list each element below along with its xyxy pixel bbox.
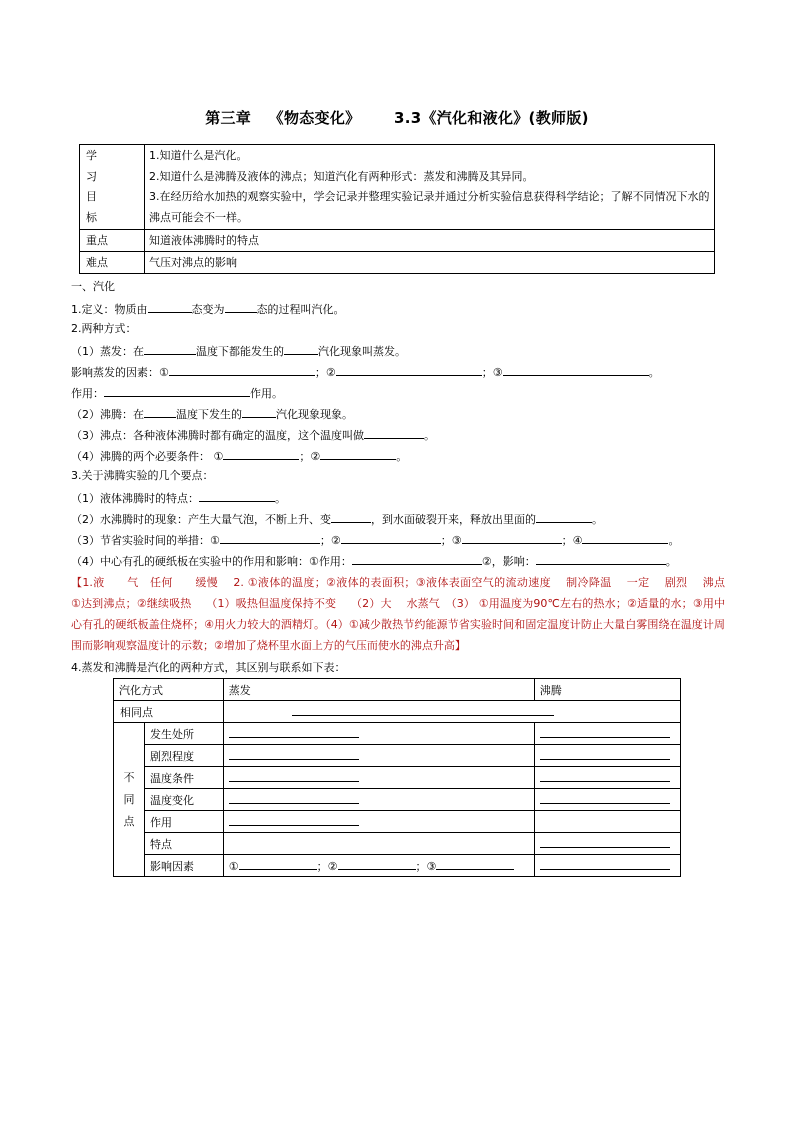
- answer-cell: [534, 767, 680, 789]
- blank: [540, 858, 670, 870]
- question-line: 3.关于沸腾实验的几个要点：: [71, 469, 214, 482]
- objective-item: 1.知道什么是汽化。: [149, 149, 248, 162]
- answer-cell: [223, 723, 534, 745]
- blank: [336, 363, 482, 376]
- question-line: （3）沸点：各种液体沸腾时都有确定的温度，这个温度叫做 。: [71, 426, 435, 444]
- diff-label: 不 同 点: [114, 723, 145, 877]
- blank: [229, 814, 359, 826]
- question-line: 影响蒸发的因素：① ；② ；③ 。: [71, 363, 660, 381]
- blank: [320, 447, 396, 460]
- difficult-point-text: 气压对沸点的影响: [145, 252, 715, 274]
- blank: [436, 858, 514, 870]
- learning-goals-table: [79, 144, 715, 274]
- blank: [582, 531, 668, 544]
- answer-cell: [534, 789, 680, 811]
- blank: [199, 489, 275, 502]
- blank: [229, 770, 359, 782]
- row-label: 影响因素: [145, 855, 224, 877]
- question-line: 2.两种方式：: [71, 322, 137, 335]
- chapter-name: 《物态变化》: [268, 109, 361, 127]
- section-name: 3.3《汽化和液化》(教师版): [393, 109, 589, 127]
- table-header-row: [114, 679, 681, 701]
- table-row: [114, 701, 681, 723]
- question-line: （4）中心有孔的硬纸板在实验中的作用和影响：①作用： ②，影响： 。: [71, 552, 677, 570]
- blank: [338, 858, 416, 870]
- blank: [536, 510, 592, 523]
- difficult-point-label: 难点: [80, 252, 145, 274]
- answer-cell: [223, 767, 534, 789]
- blank: [536, 552, 666, 565]
- objective-item: 3.在经历给水加热的观察实验中，学会记录并整理实验记录并通过分析实验信息获得科学结论；了解不同情况下水的沸点可能会不一样。: [149, 190, 710, 224]
- blank: [220, 531, 320, 544]
- table-row: [114, 767, 681, 789]
- answer-cell: ① ；② ；③: [223, 855, 534, 877]
- header-cell: 汽化方式: [114, 679, 224, 701]
- row-label: 特点: [145, 833, 224, 855]
- blank: [229, 726, 359, 738]
- blank: [144, 405, 176, 418]
- page-title: [0, 107, 794, 128]
- answer-cell: [534, 811, 680, 833]
- objective-item: 2.知道什么是沸腾及液体的沸点；知道汽化有两种形式：蒸发和沸腾及其异同。: [149, 169, 534, 183]
- blank: [503, 363, 649, 376]
- row-label: 温度条件: [145, 767, 224, 789]
- blank: [242, 405, 276, 418]
- answer-cell: [534, 745, 680, 767]
- row-label: 发生处所: [145, 723, 224, 745]
- row-label: 温度变化: [145, 789, 224, 811]
- answer-cell: [223, 811, 534, 833]
- blank: [229, 748, 359, 760]
- question-line: （3）节省实验时间的举措：① ；② ；③ ；④ 。: [71, 531, 679, 549]
- blank: [364, 426, 424, 439]
- question-line: 1.定义：物质由 态变为 态的过程叫汽化。: [71, 300, 345, 318]
- blank: [229, 792, 359, 804]
- question-line: 4.蒸发和沸腾是汽化的两种方式，其区别与联系如下表：: [71, 661, 346, 674]
- blank: [540, 792, 670, 804]
- blank: [540, 836, 670, 848]
- blank: [540, 748, 670, 760]
- blank: [341, 531, 441, 544]
- blank: [148, 300, 192, 313]
- blank: [144, 342, 196, 355]
- table-row: [114, 855, 681, 877]
- chapter-label: 第三章: [205, 109, 252, 127]
- answer-cell: [223, 745, 534, 767]
- question-line: 作用： 作用。: [71, 384, 283, 402]
- objectives-content: [145, 145, 715, 230]
- answer-cell: [534, 855, 680, 877]
- table-row: [114, 811, 681, 833]
- table-row: [114, 789, 681, 811]
- answer-cell: [223, 701, 680, 723]
- header-cell: 蒸发: [223, 679, 534, 701]
- row-label: 作用: [145, 811, 224, 833]
- blank: [540, 726, 670, 738]
- comparison-table: [113, 678, 681, 877]
- key-point-label: 重点: [80, 230, 145, 252]
- blank: [104, 384, 250, 397]
- blank: [292, 704, 554, 716]
- blank: [462, 531, 562, 544]
- blank: [169, 363, 315, 376]
- table-row: [114, 833, 681, 855]
- blank: [540, 770, 670, 782]
- question-line: （4）沸腾的两个必要条件： ① ；② 。: [71, 447, 407, 465]
- row-label: 剧烈程度: [145, 745, 224, 767]
- question-line: （1）液体沸腾时的特点： 。: [71, 489, 286, 507]
- row-label: 相同点: [114, 701, 224, 723]
- question-line: （1）蒸发：在 温度下都能发生的 汽化现象叫蒸发。: [71, 342, 406, 360]
- blank: [239, 858, 317, 870]
- answer-cell: [223, 833, 534, 855]
- answer-cell: [534, 723, 680, 745]
- table-row: [114, 723, 681, 745]
- blank: [352, 552, 482, 565]
- answer-key: 【1.液 气 任何 缓慢 2. ①液体的温度；②液体的表面积；③液体表面空气的流动速度 制冷降温 一定 剧烈 沸点 ①达到沸点；②继续吸热 （1）吸热但温度保持不变 （2）大 水蒸气 （3） ①用温度为90℃左右的热水；②适量的水；③用中心有孔的硬纸板盖住烧杯；④用火力较大的酒精灯。（4）①减少散热节约能源节省实验时间和固定温度计防止大量白雾围绕在温度计周围而影响观察温度计的示数；②增加了烧杯里水面上方的气压而使水的沸点升高】: [71, 576, 747, 652]
- section-heading: 一、汽化: [71, 280, 115, 293]
- question-line: （2）水沸腾时的现象：产生大量气泡，不断上升、变 ，到水面破裂开来，释放出里面的 。: [71, 510, 603, 528]
- table-row: [114, 745, 681, 767]
- objectives-label: 学 习 目 标: [80, 145, 145, 230]
- answer-cell: [534, 833, 680, 855]
- answer-cell: [223, 789, 534, 811]
- blank: [225, 300, 257, 313]
- key-point-text: 知道液体沸腾时的特点: [145, 230, 715, 252]
- blank: [331, 510, 371, 523]
- question-line: （2）沸腾：在 温度下发生的 汽化现象现象。: [71, 405, 353, 423]
- blank: [223, 447, 299, 460]
- blank: [284, 342, 318, 355]
- header-cell: 沸腾: [534, 679, 680, 701]
